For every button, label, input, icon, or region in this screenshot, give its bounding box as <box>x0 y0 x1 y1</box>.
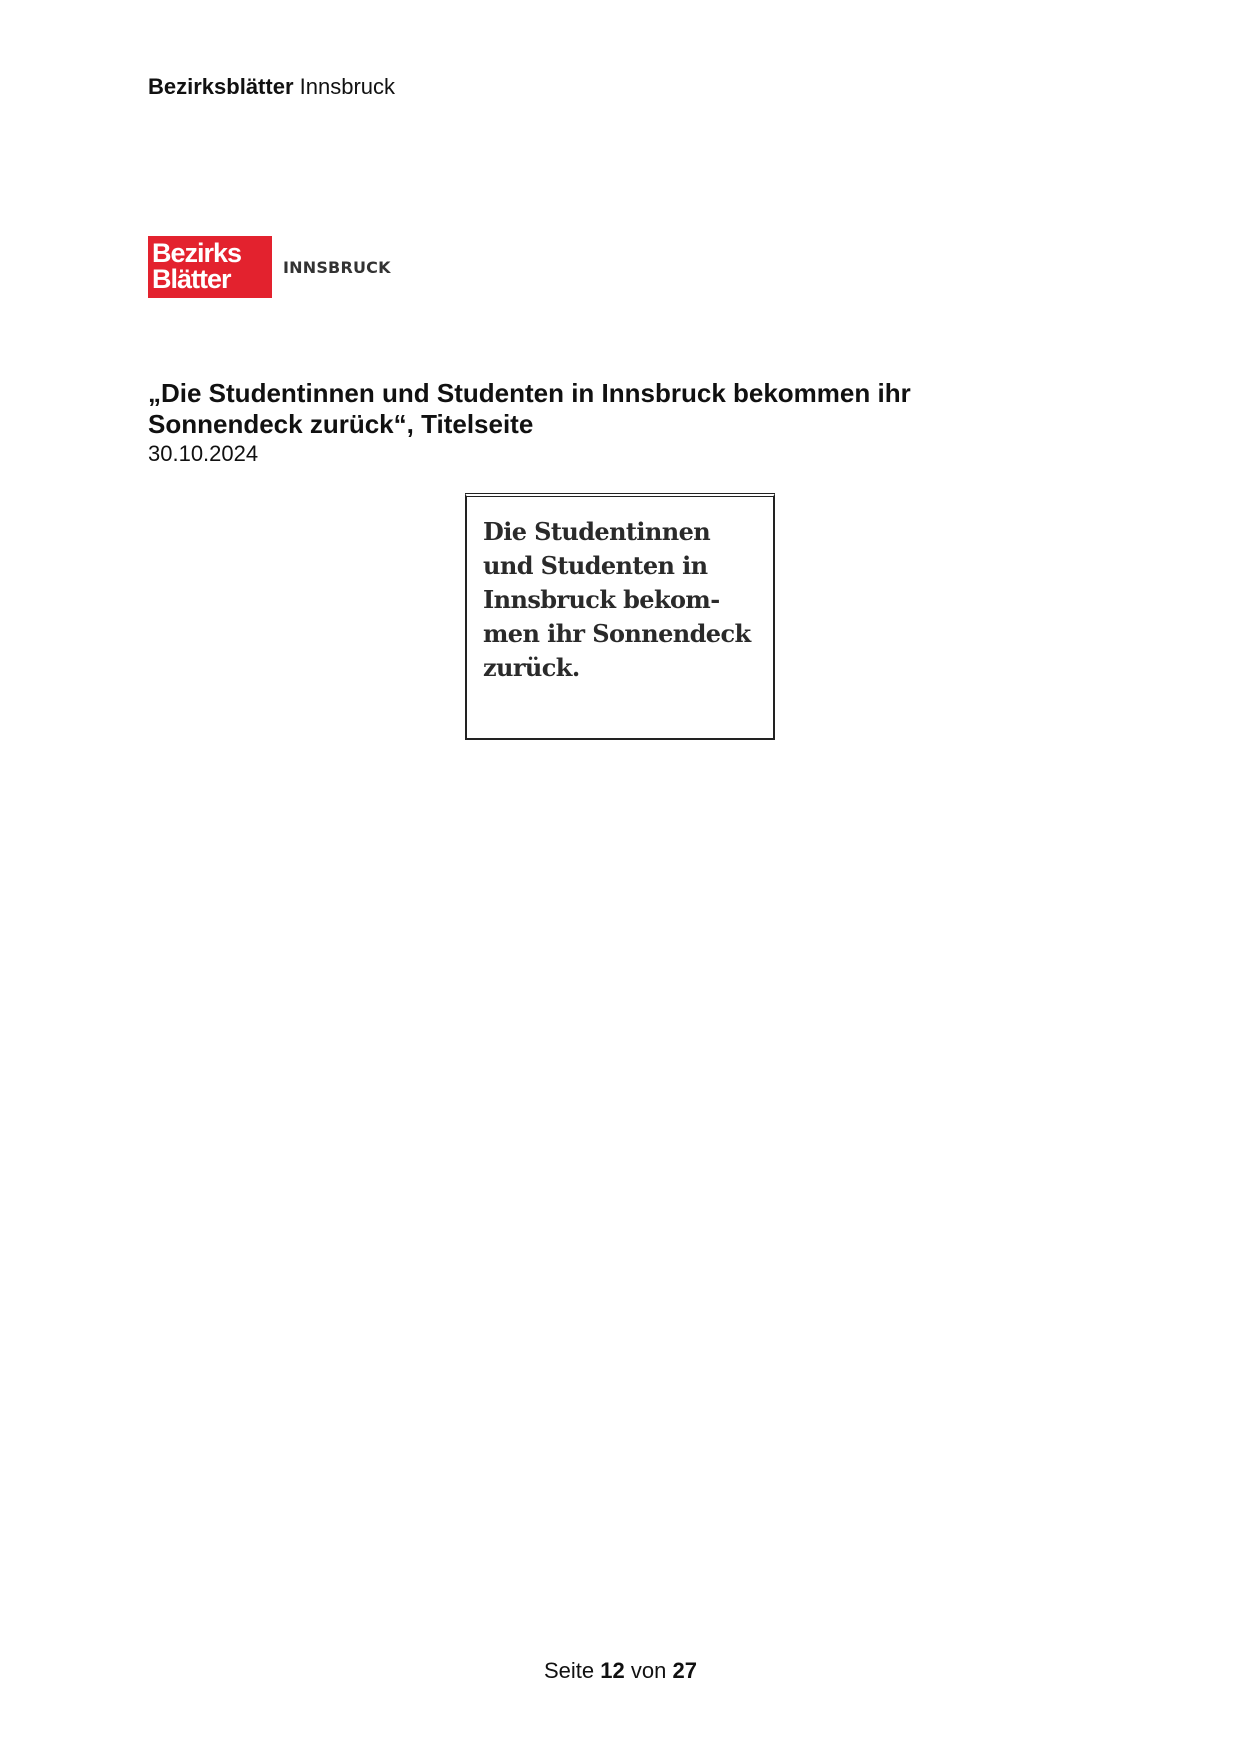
newspaper-clipping <box>465 493 775 740</box>
clipping-line: men ihr Sonnendeck <box>483 619 751 648</box>
clipping-line: und Studenten in <box>483 551 708 580</box>
clipping-line: zurück. <box>483 653 580 682</box>
clipping-line: Die Studentinnen <box>483 517 711 546</box>
logo-line-2: Blätter <box>152 264 231 294</box>
clipping-text <box>483 515 773 685</box>
page-header <box>148 74 395 100</box>
page-total: 27 <box>672 1658 697 1683</box>
publication-region: Innsbruck <box>299 74 396 99</box>
page-number <box>0 1658 1241 1684</box>
article-title: „Die Studentinnen und Studenten in Innsbruck bekommen ihr Sonnendeck zurück“, Titelseite <box>148 378 911 439</box>
page-label: Seite <box>544 1658 595 1683</box>
clipping-line: Innsbruck bekom- <box>483 585 720 614</box>
logo-city: INNSBRUCK <box>283 257 391 277</box>
bezirksblaetter-logo <box>148 236 391 298</box>
page-separator: von <box>630 1658 667 1683</box>
logo-line-1: Bezirks <box>152 238 242 268</box>
logo-mark <box>148 236 272 298</box>
page-current: 12 <box>600 1658 625 1683</box>
article-date: 30.10.2024 <box>148 441 259 466</box>
publication-name: Bezirksblätter <box>148 74 294 99</box>
